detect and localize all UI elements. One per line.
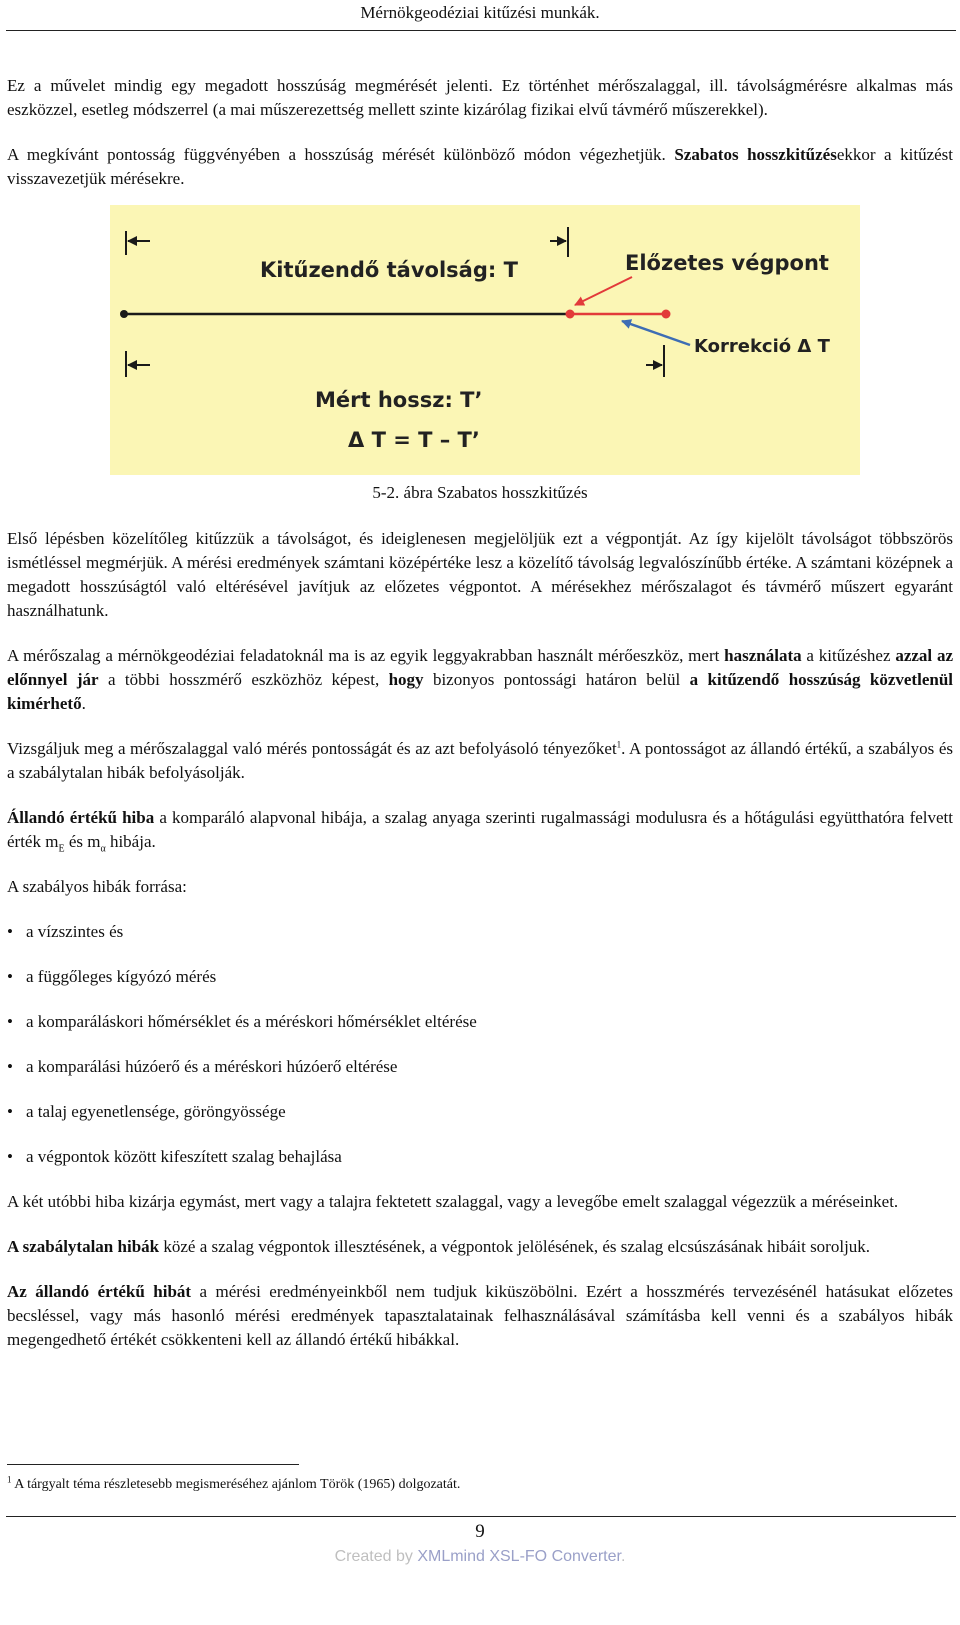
footnote-marker: 1 (7, 1474, 12, 1485)
bullet-icon: • (7, 1102, 13, 1121)
target-distance-dimension (126, 227, 568, 257)
label-target-distance: Kitűzendő távolság: T (260, 258, 518, 282)
page-number: 9 (475, 1521, 485, 1542)
label-measured-length: Mért hossz: T’ (315, 388, 483, 412)
bullet-icon: • (7, 967, 13, 986)
figure-caption: 5-2. ábra Szabatos hosszkitűzés (372, 483, 588, 502)
preliminary-endpoint (566, 310, 575, 319)
list-item: • a talaj egyenetlensége, göröngyössége (7, 1100, 953, 1124)
paragraph-tape-advantages: A mérőszalag a mérnökgeodéziai feladatoknál ma is az egyik leggyakrabban használt mérőeszköz, mert használata a kitűzéshez azzal az előnnyel jár a többi hosszmérő eszközhöz képest, hogy bizonyos pontossági határon belül a kitűzendő hosszúság közvetlenül kimérhető. (7, 646, 954, 713)
paragraph-procedure: Első lépésben közelítőleg kitűzzük a távolságot, és ideiglenesen megjelöljük ezt a végpontját. Az így kijelölt távolságot többszörös ismétléssel megmérjük. A mérési eredmények számtani középértéke lesz a közelítő távolság legvalószínűbb értéke. A számtani középnek a megadott hosszúságtól való eltérésével javítjuk az előzetes végpontot. A mérésekhez mérőszalagot és távmérő műszert egyaránt használhatunk. (7, 529, 953, 620)
paragraph-constant-error: Állandó értékű hiba a komparáló alapvonal hibája, a szalag anyaga szerinti rugalmassági modulusra és a hőtágulási együtthatóra felvett érték $m_E$ és $m_\alpha$ hibája. (7, 808, 953, 855)
term-precise-setting-out: Szabatos hosszkitűzés (674, 145, 837, 164)
header-rule (6, 30, 956, 31)
list-item: • a végpontok között kifeszített szalag behajlása (7, 1145, 953, 1169)
paragraph-precision: A megkívánt pontosság függvényében a hosszúság mérését különböző módon végezhetjük. Szabatos hosszkitűzésekkor a kitűzést visszavezetjük mérésekre. (7, 145, 953, 188)
systematic-error-list (7, 920, 953, 1169)
start-point (120, 310, 128, 318)
bullet-icon: • (7, 1012, 13, 1031)
paragraph-irregular-errors: A szabálytalan hibák közé a szalag végpontok illesztésének, a végpontok jelölésének, és szalag elcsúszásának hibáit soroljuk. (7, 1237, 871, 1256)
footnote-reference[interactable]: 1 (616, 739, 622, 750)
figure (7, 205, 953, 475)
page-header (0, 0, 960, 30)
bullet-icon: • (7, 922, 13, 941)
list-item: • a komparálási húzóerő és a méréskori húzóerő eltérése (7, 1055, 953, 1079)
converter-link[interactable]: XMLmind XSL-FO Converter (417, 1548, 621, 1565)
watermark: Created by XMLmind XSL-FO Converter. (334, 1548, 626, 1565)
list-item: • a komparáláskori hőmérséklet és a méréskori hőmérséklet eltérése (7, 1010, 953, 1034)
figure-diagram (110, 205, 860, 475)
length-setting-out-diagram (110, 205, 860, 475)
paragraph-accuracy: Vizsgáljuk meg a mérőszalaggal való mérés pontosságát és az azt befolyásoló tényezőket$^1$. A pontosságot az állandó értékű, a szabályos és a szabálytalan hibák befolyásolják. (7, 739, 953, 782)
page-content (7, 74, 953, 1373)
label-correction: Korrekció Δ T (694, 336, 830, 357)
paragraph-mutual-exclusion: A két utóbbi hiba kizárja egymást, mert vagy a talajra fektetett szalaggal, vagy a levegőbe emelt szalaggal végezzük a méréseinket. (7, 1192, 899, 1211)
paragraph-constant-error-handling: Az állandó értékű hibát a mérési eredményeinkből nem tudjuk kiküszöbölni. Ezért a hosszmérés tervezésénél hatásukat előzetes becsléssel, vagy más hasonló mérési eredmények tapasztalatainak felhasználásával számításba kell venni és a szabályos hibák megengedhető értékét csökkenteni kell az állandó értékű hibákkal. (7, 1282, 953, 1349)
header-title: Mérnökgeodéziai kitűzési munkák. (360, 3, 600, 22)
measured-length-dimension (126, 345, 664, 377)
label-preliminary-endpoint: Előzetes végpont (625, 251, 829, 275)
bullet-icon: • (7, 1147, 13, 1166)
bullet-icon: • (7, 1057, 13, 1076)
list-item: • a függőleges kígyózó mérés (7, 965, 953, 989)
correction-pointer (622, 321, 690, 345)
preliminary-endpoint-pointer (575, 277, 632, 305)
footer-rule (6, 1516, 956, 1517)
corrected-endpoint (662, 310, 671, 319)
paragraph-intro: Ez a művelet mindig egy megadott hosszúság megmérését jelenti. Ez történhet mérőszalaggal, ill. távolságmérésre alkalmas más eszközzel, esetleg módszerrel (a mai műszerezettség mellett szinte kizárólag fizikai elvű távmérő műszerekkel). (7, 76, 953, 119)
footnote-rule (7, 1464, 299, 1465)
footnote (7, 1475, 460, 1495)
label-formula: Δ T = T – T’ (348, 428, 480, 452)
paragraph-systematic-sources: A szabályos hibák forrása: (7, 877, 187, 896)
footnote-text: A tárgyalt téma részletesebb megismeréséhez ajánlom Török (1965) dolgozatát. (11, 1477, 461, 1492)
list-item: • a vízszintes és (7, 920, 953, 944)
